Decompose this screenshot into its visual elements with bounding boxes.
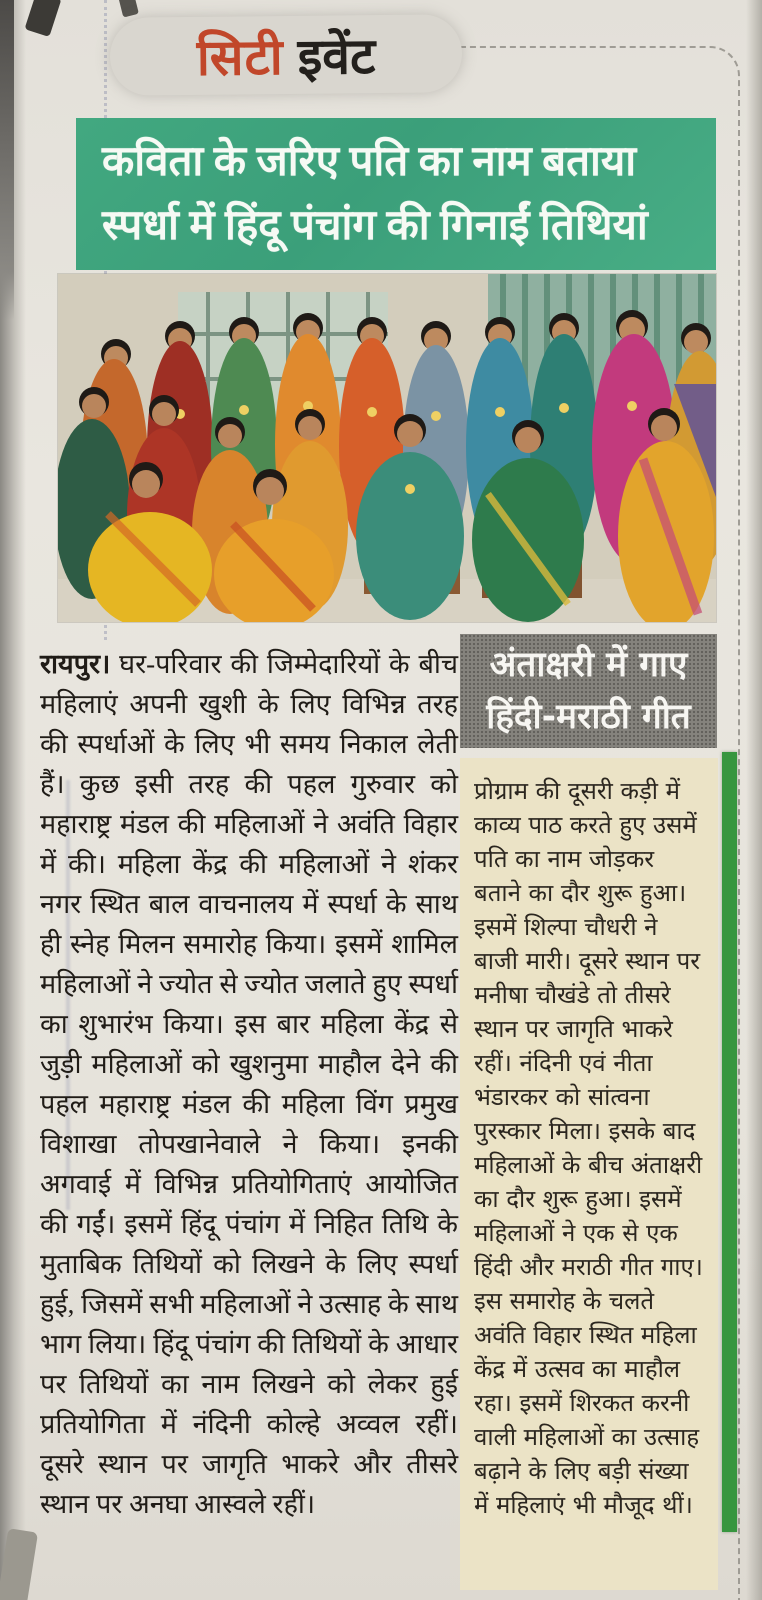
sidebar-body-column: प्रोग्राम की दूसरी कड़ी में काव्य पाठ करते हुए उसमें पति का नाम जोड़कर बताने का दौर शुरू हुआ। इसमें शिल्पा चौधरी ने बाजी मारी। दूसरे स्थान पर मनीषा चौखंडे तो तीसरे स्थान पर जागृति भाकरे रहीं। नंदिनी एवं नीता भंडारकर को सांत्वना पुरस्कार मिला। इसके बाद महिलाओं के बीच अंताक्षरी का दौर शुरू हुआ। इसमें महिलाओं ने एक से एक हिंदी और मराठी गीत गाए। इस समारोह के चलते अवंति विहार स्थित महिला केंद्र में उत्सव का माहौल रहा। इसमें शिरकत करनी वाली महिलाओं का उत्साह बढ़ाने के लिए बड़ी संख्या में महिलाएं भी मौजूद थीं। <box>460 758 718 1590</box>
sidebar-accent-bar <box>722 752 737 1532</box>
sidebar-subhead-box <box>460 634 717 748</box>
headline-box <box>76 118 716 270</box>
kicker-band <box>110 14 463 96</box>
paper-edge-shadow <box>0 0 14 320</box>
sidebar-subhead-line-1: अंताक्षरी में गाए <box>489 645 688 685</box>
sidebar-subhead-line-2: हिंदी-मराठी गीत <box>486 697 691 737</box>
torn-paper-mark <box>117 0 139 18</box>
torn-paper-mark <box>24 0 61 37</box>
kicker-word-event: इवेंट <box>297 27 376 86</box>
paper-edge-right <box>746 0 762 1600</box>
kicker-word-city: सिटी <box>196 28 284 87</box>
article-dateline: रायपुर। <box>40 649 111 679</box>
article-photo-group-of-women <box>58 274 716 622</box>
article-text: घर-परिवार की जिम्मेदारियों के बीच महिलाएं अपनी खुशी के लिए विभिन्न तरह की स्पर्धाओं के लिए भी समय निकाल लेती हैं। कुछ इसी तरह की पहल गुरुवार को महाराष्ट्र मंडल की महिलाओं ने अवंति विहार में की। महिला केंद्र की महिलाओं ने शंकर नगर स्थित बाल वाचनालय में स्पर्धा के साथ ही स्नेह मिलन समारोह किया। इसमें शामिल महिलाओं ने ज्योत से ज्योत जलाते हुए स्पर्धा का शुभारंभ किया। इस बार महिला केंद्र से जुड़ी महिलाओं को खुशनुमा माहौल देने की पहल महाराष्ट्र मंडल की महिला विंग प्रमुख विशाखा तोपखानेवाले ने किया। इनकी अगवाई में विभिन्न प्रतियोगिताएं आयोजित की गईं। इसमें हिंदू पंचांग में निहित तिथि के मुताबिक तिथियों को लिखने के लिए स्पर्धा हुई, जिसमें सभी महिलाओं ने उत्साह के साथ भाग लिया। हिंदू पंचांग की तिथियों के आधार पर तिथियों का नाम लिखने को लेकर हुई प्रतियोगिता में नंदिनी कोल्हे अव्वल रहीं। दूसरे स्थान पर जागृति भाकरे और तीसरे स्थान पर अनघा आस्वले रहीं। <box>40 649 458 1519</box>
article-body-column <box>40 644 458 1524</box>
headline-line-1: कविता के जरिए पति का नाम बताया <box>102 139 637 185</box>
headline-line-2: स्पर्धा में हिंदू पंचांग की गिनाईं तिथियां <box>102 203 648 249</box>
torn-paper-mark <box>0 1528 38 1600</box>
